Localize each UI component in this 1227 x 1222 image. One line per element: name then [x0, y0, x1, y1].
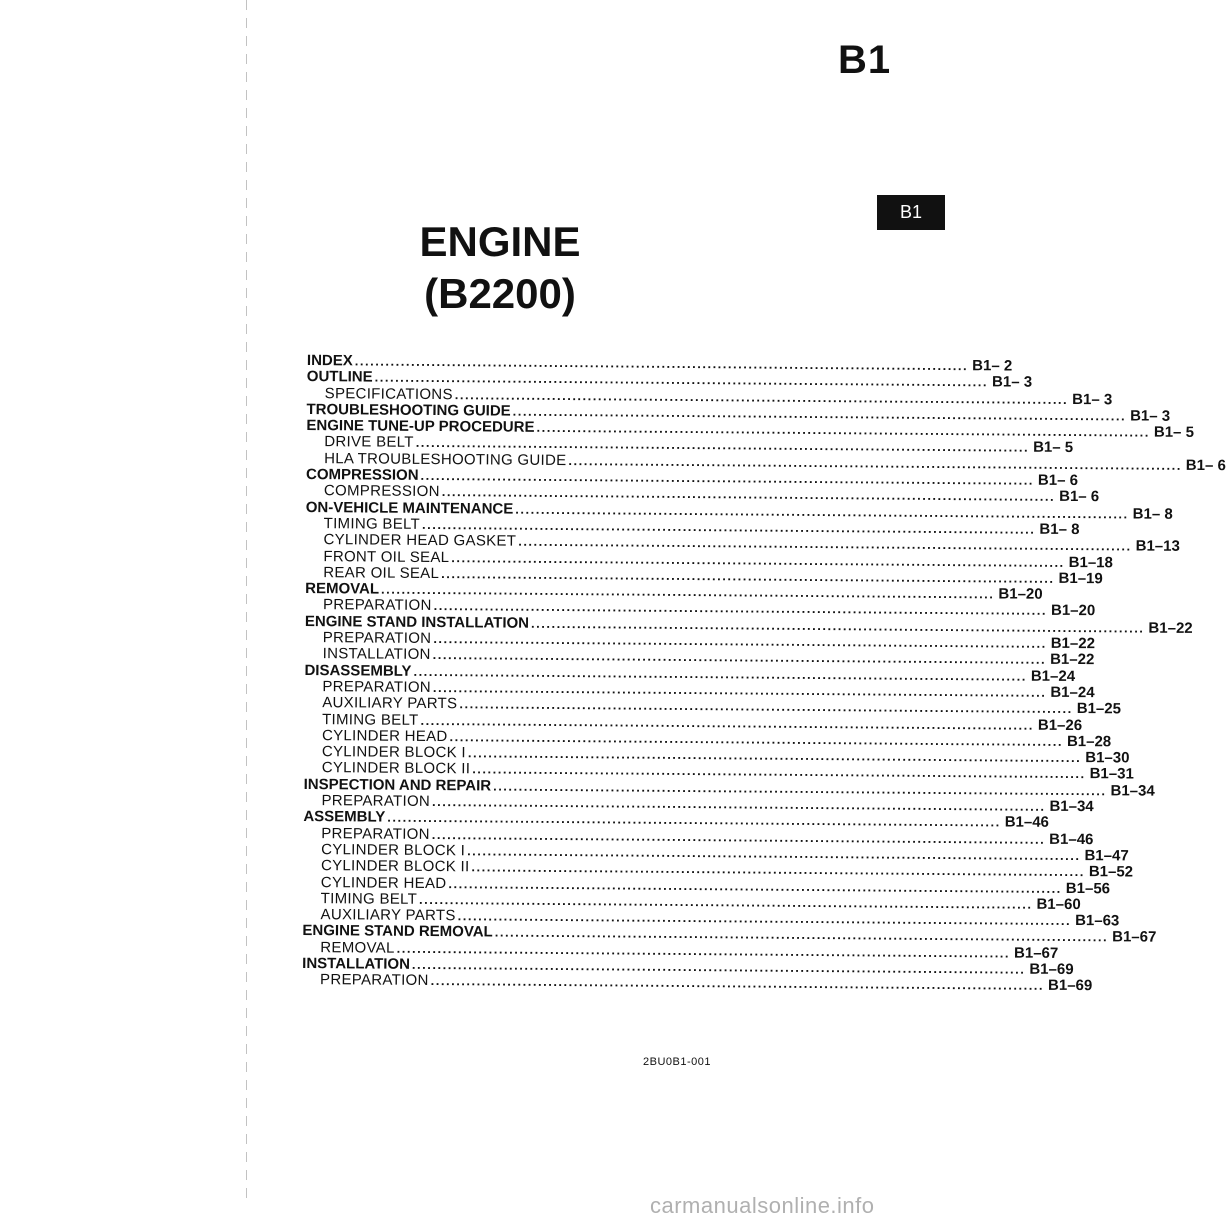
toc-entry-page: B1–20 [998, 585, 1043, 603]
toc-leader-dots: ........................................................................................................................ [420, 467, 1035, 488]
toc-leader-dots: ........................................................................................................................ [433, 631, 1047, 651]
toc-entry-label: REMOVAL [320, 938, 395, 957]
toc-entry-page: B1–47 [1084, 847, 1129, 865]
toc-entry-label: COMPRESSION [305, 466, 419, 484]
toc-entry-page: B1–63 [1075, 912, 1120, 930]
toc-entry-page: B1–13 [1135, 537, 1180, 556]
toc-entry-label: REAR OIL SEAL [323, 563, 440, 582]
toc-entry-page: B1–22 [1050, 634, 1096, 653]
toc-entry-label: PREPARATION [321, 792, 431, 810]
toc-leader-dots: ........................................................................................................................ [419, 891, 1033, 912]
toc-entry-label: TROUBLESHOOTING GUIDE [306, 400, 511, 420]
toc-entry-label: CYLINDER HEAD [321, 726, 448, 745]
toc-leader-dots: ........................................................................................................................ [411, 956, 1026, 977]
toc-leader-dots: ........................................................................................................................ [396, 940, 1011, 961]
toc-entry-label: CYLINDER HEAD GASKET [323, 531, 517, 550]
toc-leader-dots: ........................................................................................................................ [530, 615, 1145, 636]
toc-entry-label: AUXILIARY PARTS [322, 694, 458, 713]
toc-leader-dots: ........................................................................................................................ [467, 843, 1081, 863]
toc-entry-page: B1–26 [1037, 716, 1083, 734]
toc-entry-label: ENGINE STAND INSTALLATION [304, 612, 530, 632]
toc-entry-page: B1– 6 [1059, 488, 1100, 506]
toc-leader-dots: ........................................................................................................................ [536, 419, 1150, 440]
section-code: B1 [838, 38, 892, 82]
table-of-contents [302, 352, 1226, 995]
toc-leader-dots: ........................................................................................................................ [432, 794, 1046, 814]
toc-leader-dots: ........................................................................................................................ [421, 516, 1036, 537]
toc-entry-label: CYLINDER BLOCK I [321, 743, 466, 762]
toc-leader-dots: ........................................................................................................................ [448, 875, 1062, 896]
toc-leader-dots: ........................................................................................................................ [454, 386, 1069, 407]
toc-leader-dots: ........................................................................................................................ [413, 663, 1027, 684]
toc-row[interactable] [302, 971, 1093, 995]
toc-entry-label: DISASSEMBLY [304, 661, 412, 680]
toc-entry-label: ON-VEHICLE MAINTENANCE [305, 498, 514, 518]
toc-entry-page: B1–69 [1048, 977, 1093, 995]
toc-entry-page: B1–28 [1066, 732, 1112, 751]
toc-entry-label: TIMING BELT [323, 515, 421, 533]
toc-entry-label: OUTLINE [306, 368, 373, 386]
toc-entry-label: CYLINDER BLOCK II [321, 759, 471, 778]
toc-entry-label: DRIVE BELT [324, 433, 414, 452]
watermark: carmanualsonline.info [650, 1193, 875, 1218]
toc-leader-dots: ........................................................................................................................ [441, 484, 1056, 505]
toc-leader-dots: ........................................................................................................................ [493, 778, 1107, 799]
document-code: 2BU0B1-001 [643, 1056, 711, 1068]
toc-leader-dots: ........................................................................................................................ [430, 973, 1045, 994]
toc-entry-label: INDEX [306, 352, 353, 370]
toc-entry-label: INSPECTION AND REPAIR [303, 775, 492, 795]
toc-entry-page: B1–46 [1049, 830, 1094, 848]
toc-entry-label: INSTALLATION [322, 645, 431, 664]
toc-entry-page: B1–30 [1085, 749, 1130, 767]
toc-entry-page: B1–52 [1088, 863, 1134, 881]
toc-entry-label: PREPARATION [321, 824, 430, 843]
toc-entry-page: B1– 2 [972, 357, 1013, 375]
toc-leader-dots: ........................................................................................................................ [415, 435, 1030, 456]
toc-leader-dots: ........................................................................................................................ [494, 924, 1109, 945]
toc-leader-dots: ........................................................................................................................ [472, 761, 1086, 782]
toc-entry-label: CYLINDER BLOCK II [320, 857, 470, 876]
toc-entry-page: B1–34 [1049, 797, 1094, 816]
toc-entry-page: B1–22 [1148, 619, 1193, 637]
toc-leader-dots: ........................................................................................................................ [387, 809, 1001, 830]
toc-entry-page: B1– 8 [1132, 505, 1173, 523]
toc-leader-dots: ........................................................................................................................ [471, 859, 1085, 880]
toc-entry-label: INSTALLATION [302, 954, 411, 973]
toc-entry-page: B1–67 [1014, 944, 1059, 962]
toc-entry-label: REMOVAL [305, 580, 380, 598]
section-tab[interactable]: B1 [877, 195, 945, 230]
toc-leader-dots: ........................................................................................................................ [374, 369, 989, 390]
toc-entry-label: COMPRESSION [323, 482, 440, 501]
toc-entry-page: B1–67 [1112, 928, 1157, 947]
page-subtitle: (B2200) [424, 270, 576, 317]
toc-leader-dots: ........................................................................................................................ [433, 598, 1048, 619]
toc-entry-page: B1–25 [1076, 700, 1122, 718]
toc-entry-page: B1–22 [1050, 651, 1095, 669]
toc-entry-page: B1– 6 [1037, 471, 1079, 490]
toc-entry-label: TIMING BELT [320, 889, 418, 908]
toc-entry-label: ASSEMBLY [303, 808, 386, 826]
toc-entry-page: B1–60 [1036, 895, 1081, 913]
toc-leader-dots: ........................................................................................................................ [432, 647, 1047, 668]
toc-entry-label: CYLINDER HEAD [320, 873, 447, 892]
toc-leader-dots: ........................................................................................................................ [459, 696, 1073, 717]
toc-leader-dots: ........................................................................................................................ [457, 908, 1072, 929]
toc-entry-page: B1– 3 [1130, 407, 1171, 425]
toc-entry-page: B1–56 [1065, 879, 1111, 897]
toc-entry-page: B1–24 [1050, 683, 1095, 702]
toc-entry-page: B1–34 [1110, 782, 1155, 800]
toc-leader-dots: ........................................................................................................................ [432, 679, 1047, 700]
toc-leader-dots: ........................................................................................................................ [451, 549, 1065, 570]
toc-leader-dots: ........................................................................................................................ [441, 565, 1055, 586]
toc-entry-label: ENGINE TUNE-UP PROCEDURE [306, 417, 535, 436]
toc-leader-dots: ........................................................................................................................ [568, 452, 1182, 473]
toc-entry-page: B1–31 [1089, 765, 1134, 783]
toc-leader-dots: ........................................................................................................................ [515, 501, 1129, 522]
toc-entry-page: B1– 3 [991, 373, 1033, 391]
toc-entry-label: TIMING BELT [322, 710, 419, 729]
toc-entry-label: SPECIFICATIONS [324, 384, 453, 403]
toc-entry-label: ENGINE STAND REMOVAL [302, 922, 493, 941]
toc-entry-label: PREPARATION [322, 629, 432, 648]
toc-entry-page: B1–19 [1058, 569, 1103, 588]
toc-entry-page: B1–24 [1030, 667, 1076, 685]
toc-leader-dots: ........................................................................................................................ [420, 712, 1034, 733]
toc-entry-page: B1–18 [1068, 553, 1113, 571]
toc-leader-dots: ........................................................................................................................ [431, 826, 1046, 847]
toc-entry-page: B1–20 [1050, 602, 1096, 620]
toc-entry-label: PREPARATION [322, 678, 432, 696]
toc-entry-label: HLA TROUBLESHOOTING GUIDE [324, 449, 567, 469]
toc-leader-dots: ........................................................................................................................ [354, 353, 969, 374]
toc-entry-page: B1– 3 [1072, 390, 1113, 408]
toc-entry-label: CYLINDER BLOCK I [321, 841, 466, 860]
toc-entry-page: B1– 6 [1185, 456, 1226, 475]
toc-entry-label: PREPARATION [320, 971, 429, 990]
toc-entry-label: PREPARATION [322, 596, 432, 615]
toc-leader-dots: ........................................................................................................................ [449, 728, 1064, 749]
toc-entry-page: B1–69 [1029, 960, 1074, 979]
toc-entry-page: B1– 8 [1039, 520, 1080, 539]
toc-entry-label: FRONT OIL SEAL [323, 547, 450, 566]
toc-entry-page: B1– 5 [1153, 423, 1195, 442]
toc-leader-dots: ........................................................................................................................ [518, 533, 1132, 554]
toc-leader-dots: ........................................................................................................................ [380, 581, 995, 602]
toc-entry-page: B1– 5 [1033, 439, 1074, 457]
toc-entry-page: B1–46 [1004, 813, 1049, 832]
toc-entry-label: AUXILIARY PARTS [320, 906, 456, 925]
toc-leader-dots: ........................................................................................................................ [512, 403, 1127, 424]
page-title: ENGINE [419, 218, 581, 265]
binding-margin-line [246, 0, 247, 1200]
toc-leader-dots: ........................................................................................................................ [467, 745, 1082, 766]
